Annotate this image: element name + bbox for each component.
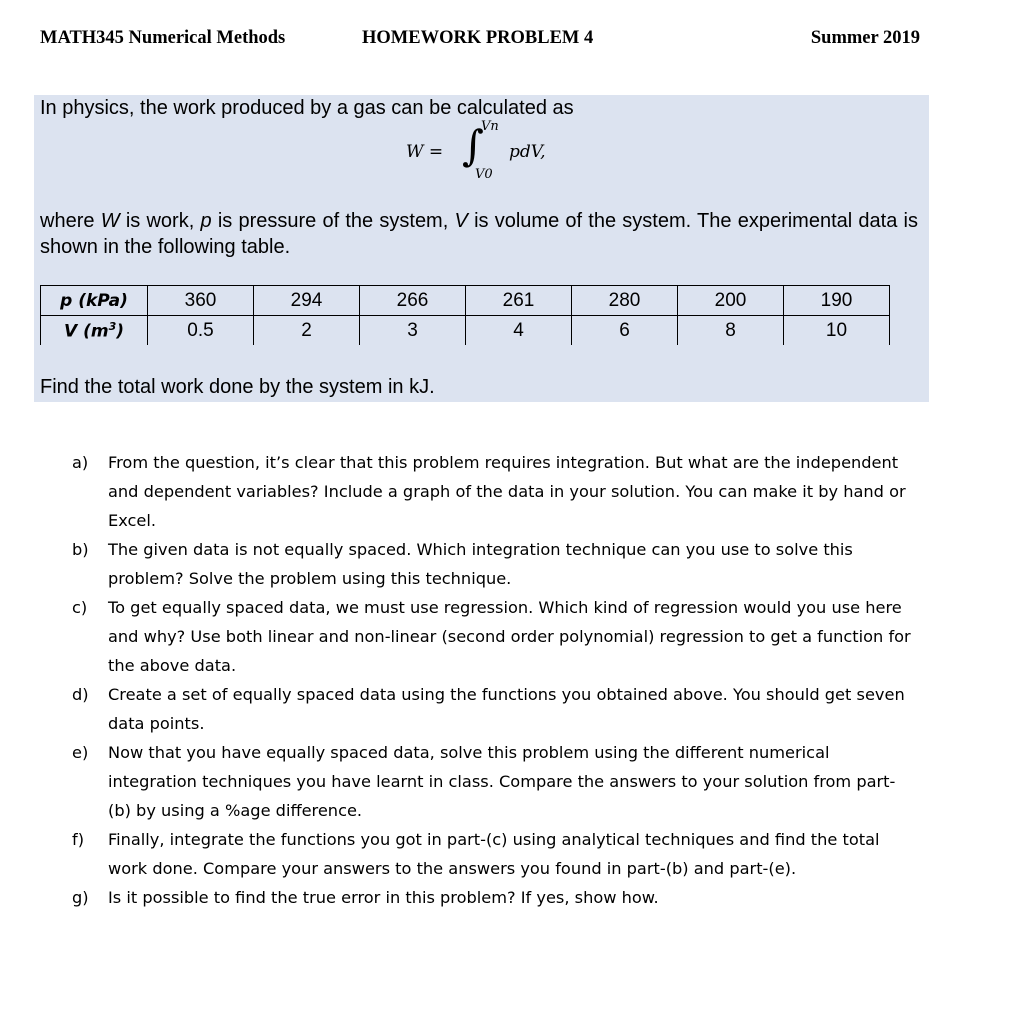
var-p: p (200, 210, 212, 232)
pressure-cell: 200 (678, 286, 784, 316)
formula-lhs: W = (406, 142, 444, 162)
task-label: c) (72, 598, 88, 617)
volume-cell: 10 (784, 316, 890, 346)
variable-definitions (40, 208, 918, 260)
task-text: From the question, it’s clear that this problem requires integration. But what are the independent and dependent variables? Include a graph of the data in your solution. You can make it by hand or Excel. (108, 453, 906, 530)
pressure-cell: 190 (784, 286, 890, 316)
pressure-cell: 294 (254, 286, 360, 316)
task-label: g) (72, 888, 89, 907)
list-item (72, 448, 912, 535)
where-mid1: is work, (125, 210, 195, 232)
pressure-cell: 266 (360, 286, 466, 316)
problem-question: Find the total work done by the system in kJ. (40, 376, 435, 398)
term-label: Summer 2019 (810, 28, 920, 48)
volume-cell: 0.5 (148, 316, 254, 346)
list-item (72, 535, 912, 593)
upper-limit: Vn (481, 119, 499, 134)
course-title: MATH345 Numerical Methods (40, 28, 286, 48)
task-label: b) (72, 540, 89, 559)
task-text: Create a set of equally spaced data using the functions you obtained above. You should get seven data points. (108, 685, 905, 733)
pressure-cell: 280 (572, 286, 678, 316)
list-item (72, 738, 912, 825)
volume-cell: 4 (466, 316, 572, 346)
task-text: The given data is not equally spaced. Which integration technique can you use to solve this problem? Solve the problem using this technique. (108, 540, 853, 588)
where-rest: is volume of the system. The experimental data is shown in the following table. (40, 210, 918, 258)
integrand: pdV, (509, 142, 546, 162)
pressure-cell: 261 (466, 286, 572, 316)
list-item (72, 825, 912, 883)
task-label: a) (72, 453, 89, 472)
integral-sign-icon: ∫ (462, 121, 484, 170)
list-item (72, 680, 912, 738)
volume-cell: 6 (572, 316, 678, 346)
task-label: e) (72, 743, 89, 762)
task-text: To get equally spaced data, we must use regression. Which kind of regression would you use here and why? Use both linear and non-linear (second order polynomial) regression to get a function for the above data. (108, 598, 911, 675)
document-header (40, 28, 920, 56)
experimental-data-table (40, 285, 890, 345)
task-text: Is it possible to find the true error in this problem? If yes, show how. (108, 888, 659, 907)
task-label: d) (72, 685, 89, 704)
where-prefix: where (40, 210, 95, 232)
var-V: V (454, 210, 468, 232)
where-mid2: is pressure of the system, (217, 210, 449, 232)
task-text: Now that you have equally spaced data, solve this problem using the different numerical integration techniques you have learnt in class. Compare the answers to your solution from part-(b) by using a %age difference. (108, 743, 896, 820)
assignment-title: HOMEWORK PROBLEM 4 (362, 28, 594, 48)
pressure-row (41, 286, 890, 316)
task-text: Finally, integrate the functions you got in part-(c) using analytical techniques and find the total work done. Compare your answers to the answers you found in part-(b) and part-(e). (108, 830, 880, 878)
list-item (72, 883, 912, 912)
volume-header-close: ) (116, 321, 124, 342)
pressure-header: p (kPa) (41, 286, 148, 316)
volume-header-base: V (m (64, 321, 109, 342)
volume-cell: 8 (678, 316, 784, 346)
list-item (72, 593, 912, 680)
lower-limit: V0 (475, 167, 493, 182)
volume-row (41, 316, 890, 346)
problem-statement-box (34, 95, 929, 402)
problem-intro: In physics, the work produced by a gas can be calculated as (40, 97, 574, 119)
volume-cell: 2 (254, 316, 360, 346)
volume-header (41, 316, 148, 346)
pressure-cell: 360 (148, 286, 254, 316)
work-integral-formula (406, 121, 606, 185)
task-label: f) (72, 830, 85, 849)
volume-cell: 3 (360, 316, 466, 346)
volume-header-exp: 3 (108, 319, 117, 333)
task-list (72, 448, 912, 912)
var-W: W (100, 210, 120, 232)
